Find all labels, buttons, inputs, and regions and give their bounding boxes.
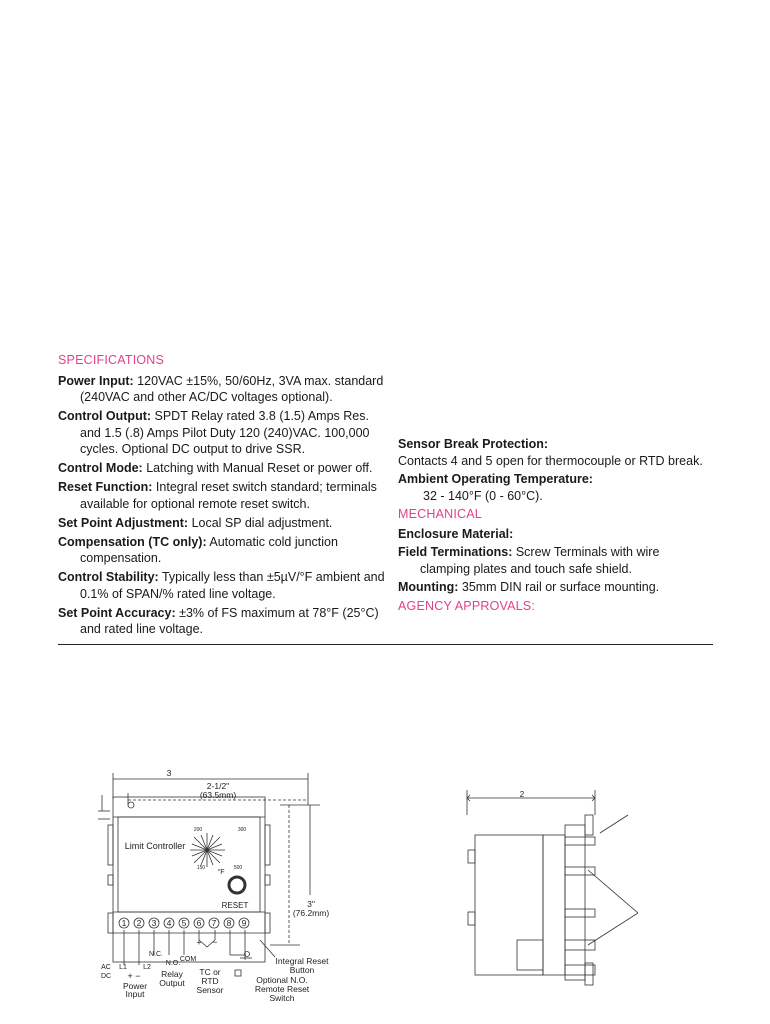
tc-minus: − bbox=[212, 937, 218, 947]
mechanical-heading: MECHANICAL bbox=[398, 507, 482, 521]
ac-label: AC bbox=[101, 964, 111, 971]
front-view-diagram bbox=[90, 765, 350, 1010]
spec-text: Integral reset switch standard; terminals available for optional remote reset switch. bbox=[80, 480, 377, 511]
terminal-label: 7 bbox=[211, 918, 217, 928]
spec-text: Local SP dial adjustment. bbox=[188, 515, 333, 530]
dc-label: DC bbox=[100, 973, 112, 980]
dial-bottom-left: 150 bbox=[196, 865, 206, 871]
terminal-label: 9 bbox=[241, 918, 247, 928]
remote-reset-label: Remote Reset bbox=[254, 984, 310, 994]
ambient-temp-label: Ambient Operating Temperature: bbox=[398, 472, 593, 486]
spec-label: Compensation (TC only): bbox=[58, 534, 207, 549]
dim-height-mm-label: (76.2mm) bbox=[292, 908, 330, 918]
spec-item bbox=[58, 479, 393, 512]
tc-label: TC or bbox=[199, 967, 221, 977]
spec-text: Automatic cold junction compensation. bbox=[80, 534, 338, 565]
integral-reset-button-label: Button bbox=[289, 965, 315, 975]
optional-no-label: Optional N.O. bbox=[256, 975, 308, 985]
side-housing bbox=[475, 835, 543, 975]
terminal-label: 2 bbox=[136, 918, 142, 928]
power-label: Power bbox=[122, 981, 148, 991]
reset-label: RESET bbox=[221, 901, 249, 910]
mounting-label: Mounting: bbox=[398, 580, 459, 594]
dc-polarity-label: + − bbox=[127, 971, 141, 981]
spec-item bbox=[58, 515, 393, 532]
setpoint-dial bbox=[190, 833, 225, 867]
spec-item bbox=[58, 605, 393, 638]
dial-bottom-right: 500 bbox=[233, 865, 243, 871]
ambient-temp-spec bbox=[398, 471, 708, 504]
spec-text: SPDT Relay rated 3.8 (1.5) Amps Res. and 1.5 (.8) Amps Pilot Duty 120 (240)VAC. 100,000 cycles. Optional DC output to drive SSR. bbox=[80, 409, 370, 456]
rtd-label: RTD bbox=[201, 976, 219, 986]
spec-label: Set Point Adjustment: bbox=[58, 515, 189, 530]
terminal-label: 8 bbox=[226, 918, 232, 928]
sensor-label: Sensor bbox=[196, 985, 224, 995]
terminal-label: 1 bbox=[121, 918, 127, 928]
enclosure-spec bbox=[398, 526, 708, 543]
spec-text: Latching with Manual Reset or power off. bbox=[142, 461, 373, 475]
spec-label: Set Point Accuracy: bbox=[58, 605, 176, 620]
l2-label: L2 bbox=[143, 964, 151, 971]
tc-plus: + bbox=[196, 937, 202, 947]
spec-text: 120VAC ±15%, 50/60Hz, 3VA max. standard (240VAC and other AC/DC voltages optional). bbox=[80, 373, 384, 404]
terminal-label: 5 bbox=[181, 918, 187, 928]
nc-label: N.C. bbox=[149, 951, 163, 958]
spec-list bbox=[58, 373, 393, 638]
spec-label: Control Stability: bbox=[58, 570, 159, 584]
spec-label: Control Mode: bbox=[58, 461, 143, 475]
sensor-break-label: Sensor Break Protection: bbox=[398, 437, 549, 451]
field-terminations-text: Screw Terminals with wire clamping plates and touch safe shield. bbox=[420, 545, 660, 576]
dial-top-right: 300 bbox=[237, 827, 247, 833]
enclosure-label: Enclosure Material: bbox=[398, 526, 514, 541]
relay-label: Relay bbox=[161, 969, 183, 979]
mounting-text: 35mm DIN rail or surface mounting. bbox=[458, 580, 660, 594]
spec-item bbox=[58, 569, 393, 602]
com-label: COM bbox=[179, 956, 197, 963]
spec-label: Power Input: bbox=[58, 373, 134, 388]
ambient-temp-text: 32 - 140°F (0 - 60°C). bbox=[423, 488, 543, 503]
power-input-label: Input bbox=[125, 989, 145, 999]
device-label: Limit Controller bbox=[124, 841, 186, 851]
spec-text: ±3% of FS maximum at 78°F (25°C) and rated line voltage. bbox=[80, 605, 379, 636]
sensor-break-spec bbox=[398, 436, 708, 469]
dial-top-left: 200 bbox=[193, 827, 203, 833]
specifications-heading: SPECIFICATIONS bbox=[58, 353, 165, 367]
mounting-spec bbox=[398, 579, 708, 596]
spec-item bbox=[58, 373, 393, 406]
dim-inner-label: 2-1/2" bbox=[206, 781, 230, 791]
section-divider bbox=[58, 644, 713, 645]
side-view-diagram bbox=[460, 785, 660, 1000]
terminal-label: 3 bbox=[151, 918, 157, 928]
dim-width-label: 3 bbox=[166, 768, 172, 778]
l1-label: L1 bbox=[119, 964, 127, 971]
switch-label: Switch bbox=[269, 993, 295, 1003]
integral-reset-label: Integral Reset bbox=[275, 956, 329, 966]
terminal-label: 4 bbox=[166, 918, 172, 928]
spec-item bbox=[58, 408, 393, 458]
spec-text: Typically less than ±5µV/°F ambient and 0.1% of SPAN/% rated line voltage. bbox=[80, 570, 385, 601]
sensor-break-text: Contacts 4 and 5 open for thermocouple or RTD break. bbox=[398, 453, 703, 468]
reset-button[interactable] bbox=[229, 877, 245, 893]
spec-label: Control Output: bbox=[58, 409, 152, 423]
terminal-label: 6 bbox=[196, 918, 202, 928]
spec-item bbox=[58, 460, 393, 477]
spec-label: Reset Function: bbox=[58, 480, 153, 494]
relay-output-label: Output bbox=[159, 978, 185, 988]
mounting-screw-top bbox=[128, 802, 134, 808]
specifications-column bbox=[58, 352, 393, 640]
spec-item bbox=[58, 534, 393, 567]
depth-label: 2 bbox=[519, 790, 525, 799]
field-terminations-label: Field Terminations: bbox=[398, 545, 513, 559]
specifications-right-column bbox=[398, 436, 708, 614]
agency-approvals-heading: AGENCY APPROVALS: bbox=[398, 598, 536, 613]
dim-inner-mm-label: (63.5mm) bbox=[199, 790, 237, 800]
field-terminations-spec bbox=[398, 544, 708, 577]
dim-height-label: 3" bbox=[307, 899, 315, 909]
no-label: N.O. bbox=[165, 960, 181, 967]
dial-unit: °F bbox=[217, 869, 225, 876]
